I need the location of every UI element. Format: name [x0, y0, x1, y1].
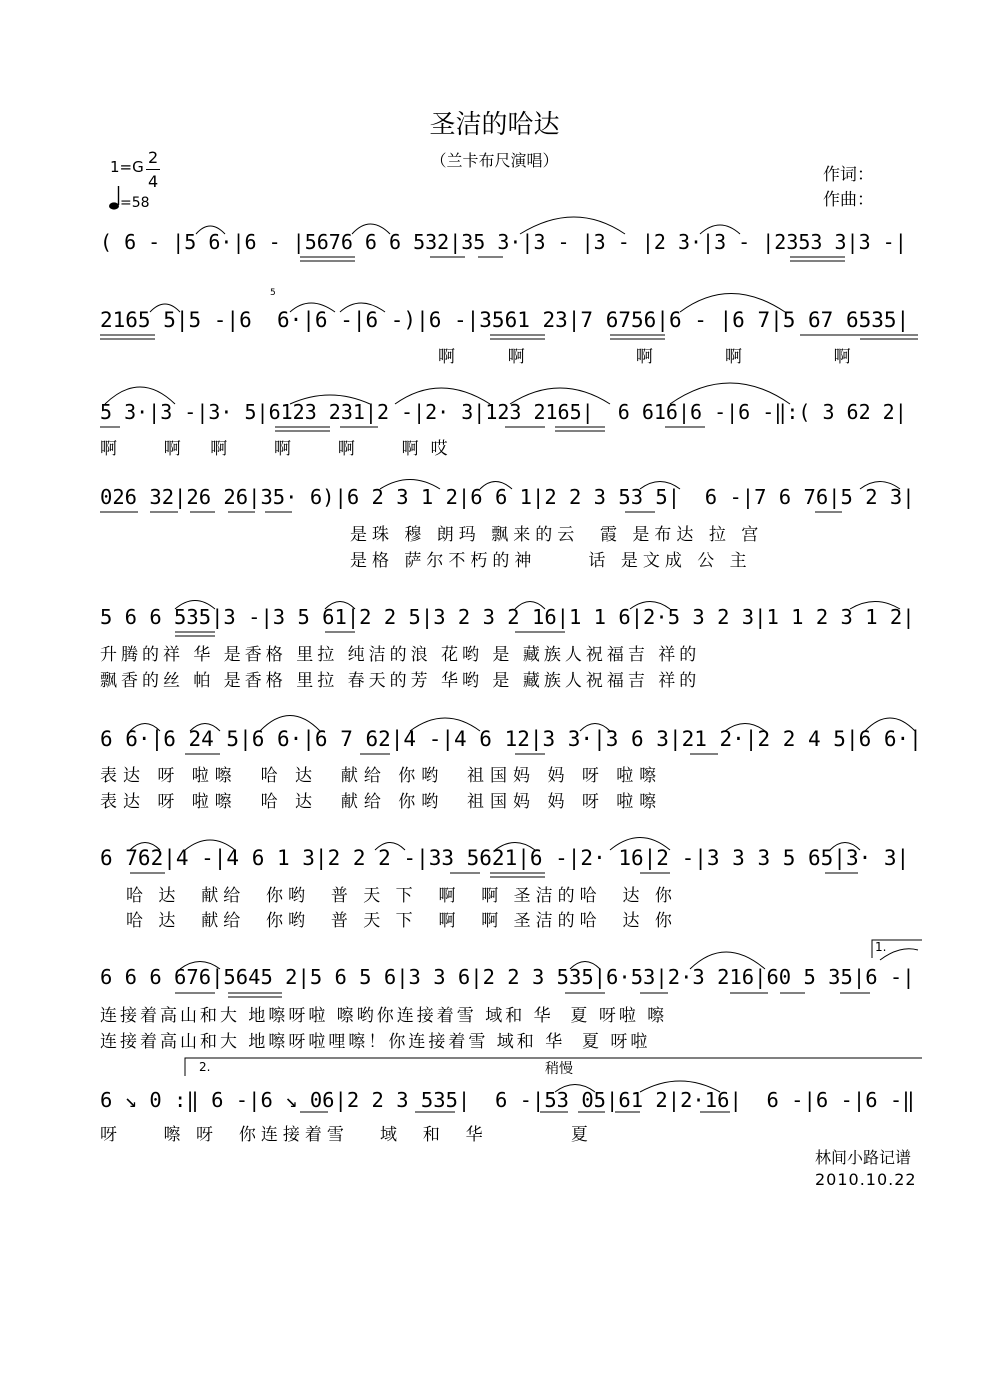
slur: [375, 843, 405, 851]
lyrics-line-7b: 哈 达 献给 你哟 普 天 下 啊 啊 圣洁的哈 达 你: [126, 911, 677, 931]
slur: [290, 395, 370, 404]
slur: [880, 949, 918, 960]
notation-line-8: 6 6 6 676|5645 2|5 6 5 6|3 3 6|2 2 3 535|6·53|2·3 216|60 5 35|6 -|: [100, 965, 915, 989]
slur: [380, 480, 440, 490]
slur: [290, 303, 335, 312]
notation-line-5: 5 6 6 535|3 -|3 5 61|2 2 5|3 2 3 2 16|1 1 6|2·5 3 2 3|1 1 2 3 1 2|: [100, 605, 915, 629]
slur: [700, 225, 740, 234]
slur: [580, 724, 610, 732]
slur: [515, 602, 545, 610]
lyrics-line-2: 啊 啊 啊 啊 啊: [438, 347, 865, 367]
slur: [670, 383, 790, 404]
notation-line-1: ( 6 - |5 6·|6 - |5676 6 6 532|35 3·|3 - |3 - |2 3·|3 - |2353 3|3 -|: [100, 230, 907, 254]
lyrics-line-4a: 是珠 穆 朗玛 飘来的云 霞 是布达 拉 宫: [350, 525, 764, 545]
slur: [680, 294, 785, 313]
transcriber-credit: 林间小路记谱: [815, 1148, 912, 1167]
slur: [180, 962, 220, 970]
notation-line-6: 6 6·|6 24 5|6 6·|6 7 62|4 -|4 6 12|3 3·|3 6 3|21 2·|2 2 4 5|6 6·|: [100, 727, 922, 751]
grace-note-mark: 5: [270, 288, 276, 298]
slur: [190, 724, 220, 732]
slur: [570, 962, 600, 970]
slur: [196, 226, 225, 234]
lyricist-label: 作词：: [823, 165, 874, 185]
slur: [495, 843, 535, 851]
composer-label: 作曲：: [823, 190, 874, 210]
notation-line-7: 6 762|4 -|4 6 1 3|2 2 2 -|33 5621|6 -|2· 16|2 -|3 3 3 5 65|3· 3|: [100, 846, 910, 870]
slur: [150, 304, 180, 312]
lyrics-line-5b: 飘香的丝 帕 是香格 里拉 春天的芳 华哟 是 藏族人祝福吉 祥的: [100, 671, 701, 691]
slur: [725, 724, 765, 732]
slur: [480, 482, 512, 490]
slur: [260, 716, 320, 732]
slur: [340, 303, 385, 312]
slur: [352, 224, 390, 234]
lyrics-line-3: 啊 啊 啊 啊 啊 啊哎: [100, 439, 460, 459]
performer-credit: （兰卡布尺演唱）: [430, 151, 559, 170]
slur: [325, 602, 355, 610]
slur: [105, 387, 175, 404]
slur: [610, 838, 670, 851]
slur: [520, 217, 625, 234]
slur: [860, 482, 900, 490]
slur: [185, 840, 235, 850]
tempo-slower-mark: 稍慢: [545, 1061, 573, 1077]
notation-line-4: 026 32|26 26|35· 6)|6 2 3 1 2|6 6 1|2 2 3 53 5| 6 -|7 6 76|5 2 3|: [100, 485, 915, 509]
volta-2-label: 2.: [199, 1060, 211, 1074]
slur: [865, 718, 915, 731]
transcription-date: 2010.10.22: [815, 1170, 917, 1189]
time-signature-bottom: 4: [148, 172, 159, 191]
notation-line-2: 2165 5|5 -|6 6·|6 -|6 -)|6 -|3561 23|7 6756|6 - |6 7|5 67 6535|: [100, 308, 910, 332]
slur: [175, 601, 215, 610]
slur: [130, 843, 160, 851]
tempo-marking: =58: [120, 195, 150, 211]
volta-1-label: 1.: [875, 940, 887, 954]
key-signature: 1=G: [110, 158, 144, 176]
lyrics-line-6b: 表达 呀 啦嚓 哈 达 献给 你哟 祖国妈 妈 呀 啦嚓: [100, 792, 663, 812]
lyrics-line-9: 呀 嚓 呀 你连接着雪 域 和 华 夏: [100, 1125, 593, 1145]
slur: [640, 1081, 720, 1092]
slur: [410, 718, 480, 731]
slur: [830, 843, 860, 851]
slur: [850, 602, 900, 610]
slur: [130, 724, 160, 732]
lyrics-line-5a: 升腾的祥 华 是香格 里拉 纯洁的浪 花哟 是 藏族人祝福吉 祥的: [100, 645, 701, 665]
slur: [630, 602, 670, 610]
slur: [510, 388, 610, 404]
notation-line-3: 5 3·|3 -|3· 5|6123 231|2 -|2· 3|123 2165| 6 616|6 -|6 -‖:( 3 62 2|: [100, 400, 907, 424]
slur: [690, 952, 765, 969]
slur: [395, 388, 490, 404]
time-signature-top: 2: [148, 148, 159, 167]
lyrics-line-6a: 表达 呀 啦嚓 哈 达 献给 你哟 祖国妈 妈 呀 啦嚓: [100, 766, 663, 786]
lyrics-line-7a: 哈 达 献给 你哟 普 天 下 啊 啊 圣洁的哈 达 你: [126, 886, 677, 906]
volta-bracket-2: [185, 1058, 922, 1076]
lyrics-line-4b: 是格 萨尔不朽的神 话 是文成 公 主: [350, 551, 752, 571]
lyrics-line-8a: 连接着高山和大 地嚓呀啦 嚓哟你连接着雪 域和 华 夏 呀啦 嚓: [100, 1006, 668, 1026]
slur: [640, 482, 680, 490]
notation-line-9: 6 ↘ 0 :‖ 6 -|6 ↘ 06|2 2 3 535| 6 -|53 05|61 2|2·16| 6 -|6 -|6 -‖: [100, 1088, 915, 1112]
lyrics-line-8b: 连接着高山和大 地嚓呀啦哩嚓！你连接着雪 域和 华 夏 呀啦: [100, 1032, 651, 1052]
slur: [555, 1085, 595, 1093]
song-title: 圣洁的哈达: [429, 110, 560, 140]
